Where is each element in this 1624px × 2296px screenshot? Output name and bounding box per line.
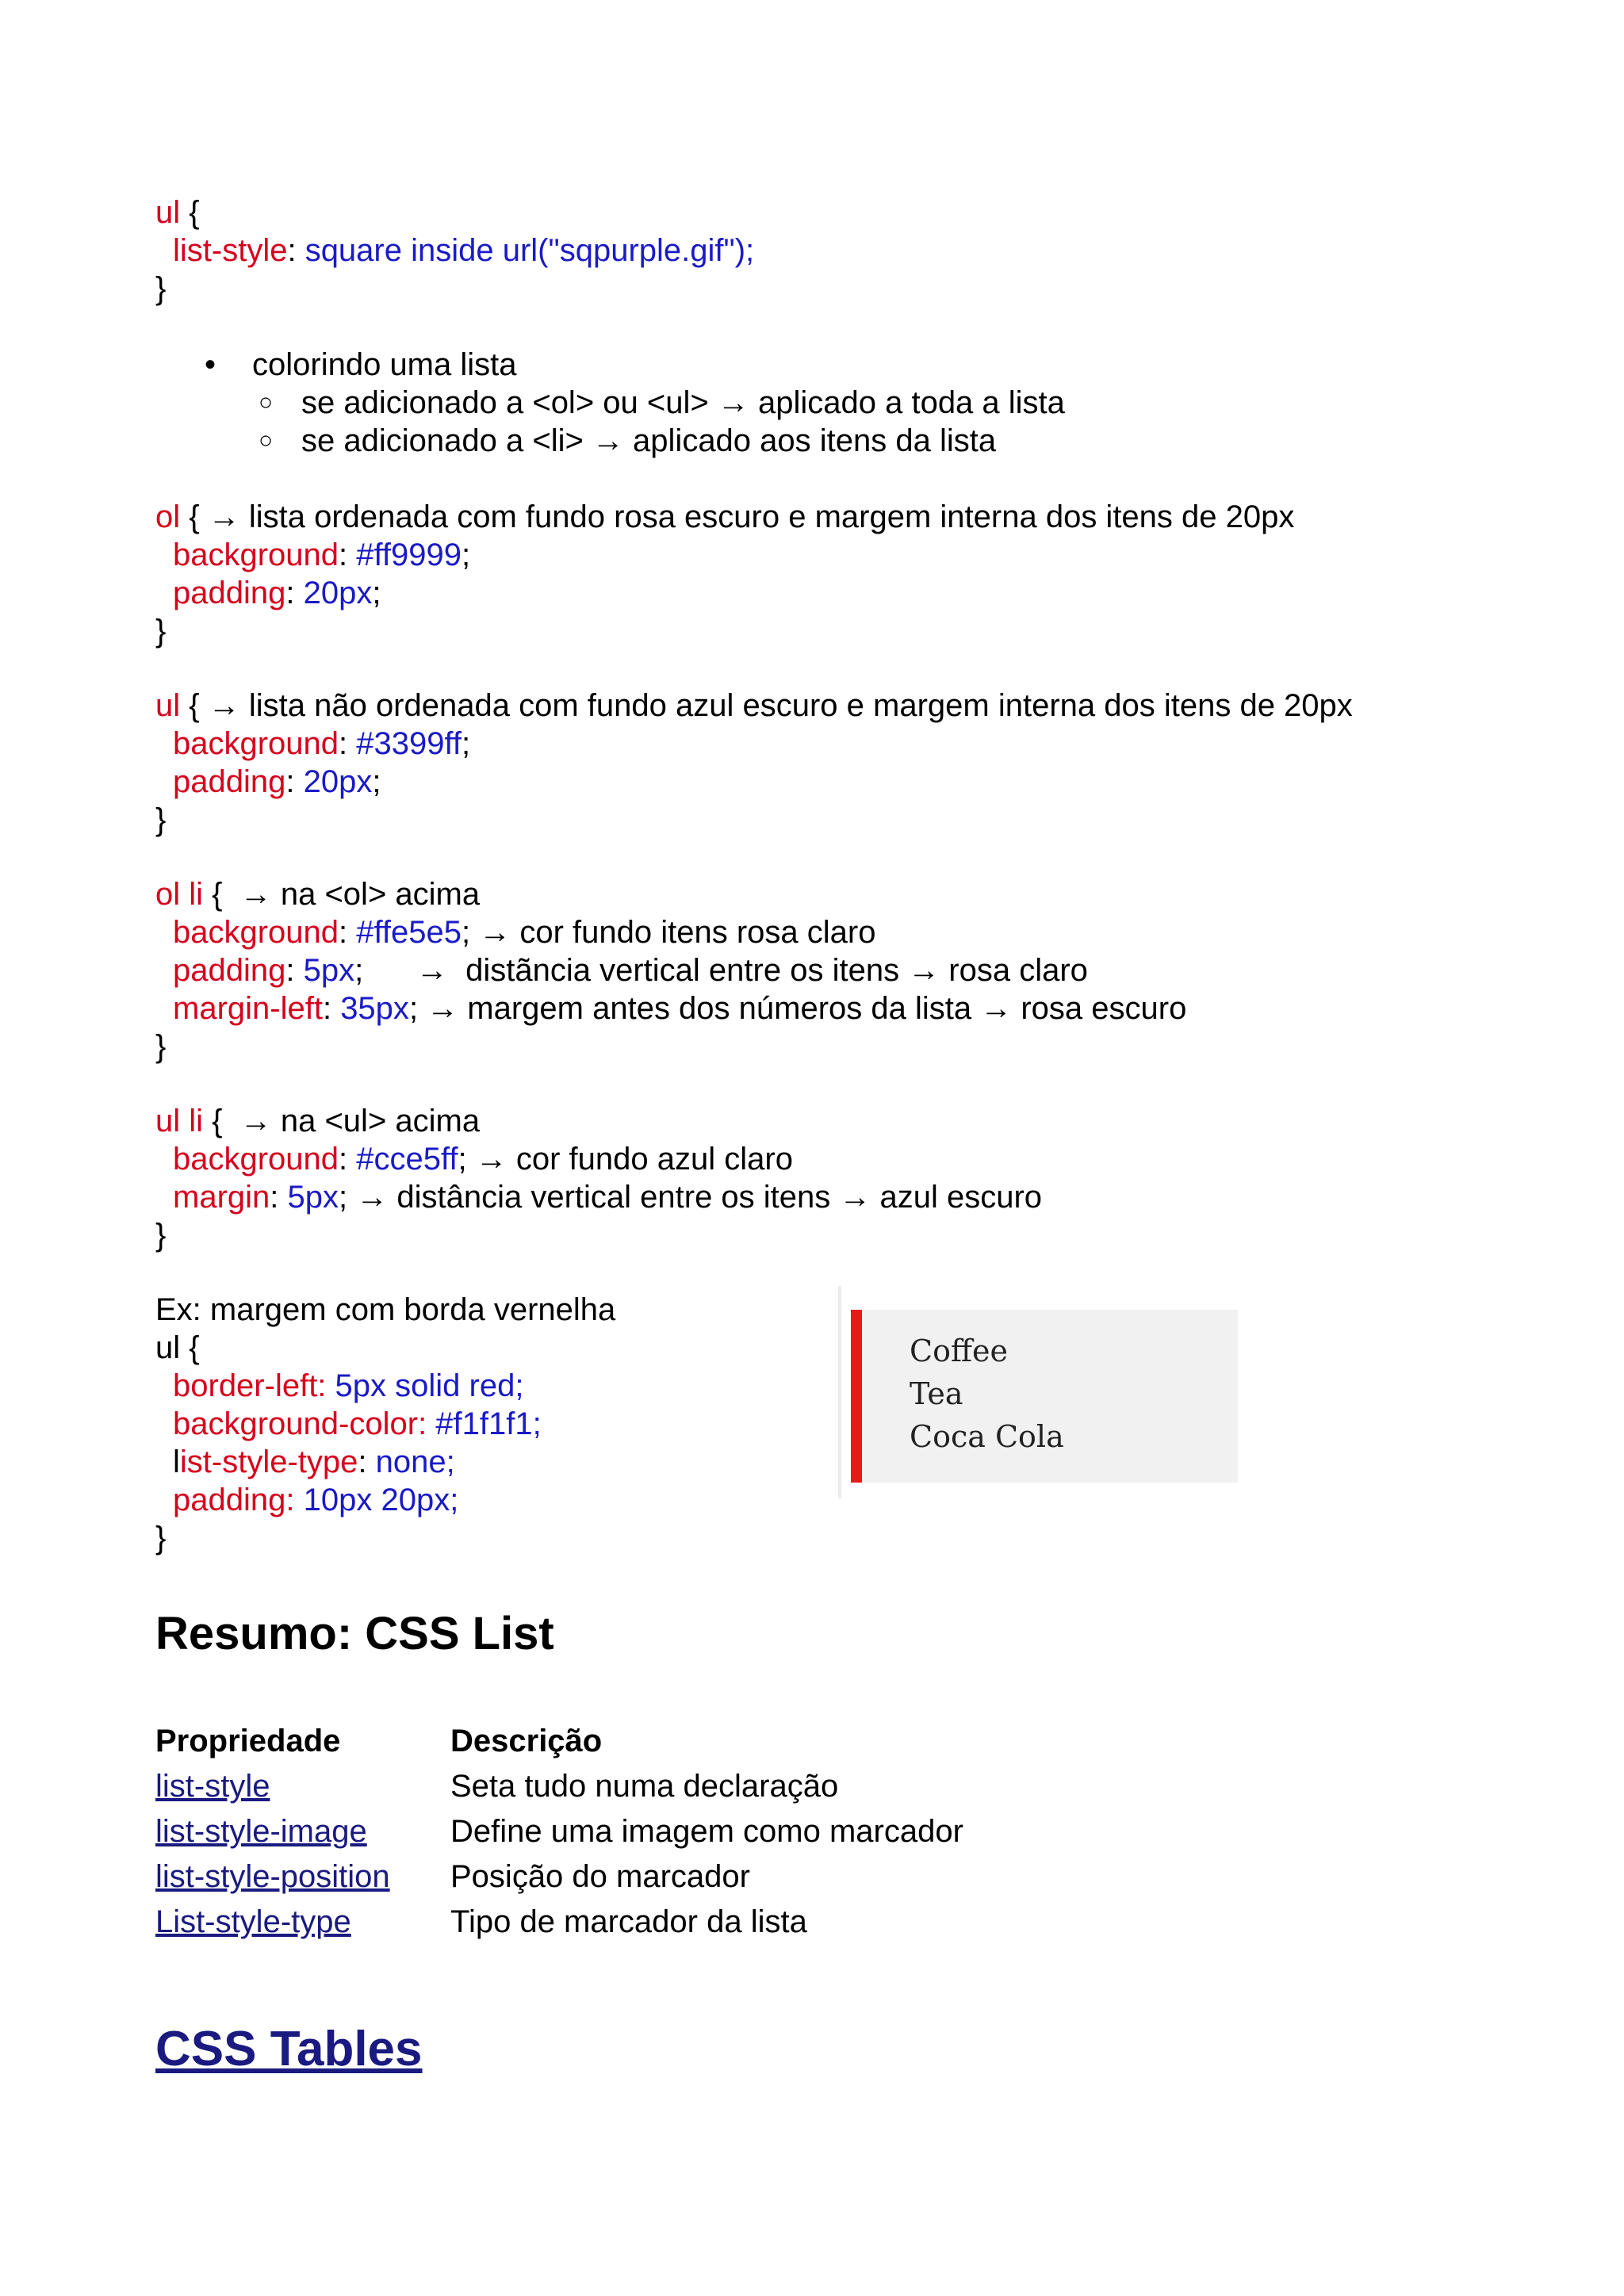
- comment: { → na <ol> acima: [203, 877, 481, 912]
- css-property-prefix: l: [173, 1445, 180, 1479]
- table-header-property: Propriedade: [155, 1724, 341, 1758]
- css-value: 5px: [287, 1180, 339, 1215]
- code-line: }: [155, 1029, 167, 1064]
- code-line: [155, 1102, 480, 1140]
- table-cell: Posição do marcador: [450, 1859, 750, 1894]
- css-property: border-left:: [173, 1368, 327, 1403]
- example-heading: Ex: margem com borda vernelha: [155, 1292, 616, 1327]
- bullet-icon: •: [205, 347, 216, 382]
- code-line: [155, 498, 1294, 536]
- comment: ; → cor fundo azul claro: [458, 1142, 793, 1177]
- css-property: list-style: [173, 233, 288, 268]
- list-item: colorindo uma lista: [252, 347, 517, 382]
- code-line: list-style: square inside url("sqpurple.gif");: [173, 233, 755, 268]
- property-link[interactable]: list-style-position: [155, 1859, 390, 1894]
- list-item: se adicionado a <ol> ou <ul> → aplicado a toda a lista: [301, 385, 1065, 420]
- circle-bullet-icon: ○: [259, 389, 274, 415]
- code-line: margin-left: 35px; → margem antes dos números da lista → rosa escuro: [173, 991, 1187, 1026]
- code-line: [155, 1481, 458, 1519]
- code-line: background: #3399ff;: [173, 726, 471, 761]
- code-line: ul {: [155, 1330, 200, 1365]
- css-property: margin-left: [173, 991, 323, 1026]
- css-value: 5px: [303, 953, 355, 988]
- css-value: #3399ff: [356, 726, 462, 761]
- code-line: background: #ffe5e5; → cor fundo itens rosa claro: [173, 915, 876, 950]
- code-line: padding: 20px;: [173, 576, 381, 610]
- css-value: #f1f1f1;: [427, 1406, 542, 1441]
- css-selector: ul: [155, 688, 181, 723]
- css-value: none;: [366, 1445, 455, 1479]
- css-value: 20px: [303, 576, 373, 610]
- code-line: padding: 5px; → distãncia vertical entre os itens → rosa claro: [173, 953, 1088, 988]
- code-line: }: [155, 1521, 167, 1556]
- section-title: Resumo: CSS List: [155, 1608, 554, 1659]
- demo-list-item: Tea: [910, 1376, 963, 1411]
- property-link[interactable]: list-style-image: [155, 1814, 367, 1849]
- table-cell: Define uma imagem como marcador: [450, 1814, 963, 1849]
- brace: {: [180, 195, 200, 230]
- code-line: background: #ff9999;: [173, 538, 471, 572]
- code-line: [155, 687, 1353, 725]
- css-value: 10px 20px;: [294, 1483, 459, 1517]
- css-property: padding: [173, 953, 286, 988]
- table-cell: Seta tudo numa declaração: [450, 1769, 839, 1804]
- comment: { → lista não ordenada com fundo azul escuro e margem interna dos itens de 20px: [180, 688, 1353, 723]
- comment: ; → distância vertical entre os itens → azul escuro: [339, 1180, 1043, 1215]
- comment: ; → distãncia vertical entre os itens → rosa claro: [354, 953, 1088, 988]
- code-line: }: [155, 614, 167, 649]
- css-selector: ul li: [155, 1104, 204, 1138]
- css-property: margin: [173, 1180, 270, 1215]
- demo-divider: [838, 1286, 841, 1498]
- code-line: [155, 875, 480, 913]
- code-line: }: [155, 802, 167, 837]
- css-value: #ffe5e5: [356, 915, 462, 950]
- comment: ; → margem antes dos números da lista → rosa escuro: [408, 991, 1187, 1026]
- css-value: 35px: [340, 991, 409, 1026]
- property-link[interactable]: List-style-type: [155, 1904, 351, 1939]
- css-property: padding:: [173, 1483, 295, 1517]
- css-property: background: [173, 538, 339, 572]
- code-line: [155, 193, 200, 232]
- table-cell: Tipo de marcador da lista: [450, 1904, 807, 1939]
- demo-list-item: Coca Cola: [910, 1419, 1064, 1454]
- comment: { → na <ul> acima: [203, 1104, 481, 1138]
- css-selector: ol: [155, 499, 181, 534]
- table-header-description: Descrição: [450, 1724, 603, 1758]
- css-value: #cce5ff: [356, 1142, 458, 1177]
- css-property: ist-style-type: [179, 1445, 358, 1479]
- css-value: #ff9999: [356, 538, 462, 572]
- css-selector: ul: [155, 195, 181, 230]
- code-line: }: [155, 1218, 167, 1253]
- css-property: padding: [173, 576, 286, 610]
- code-line: margin: 5px; → distância vertical entre os itens → azul escuro: [173, 1180, 1043, 1215]
- css-selector: ol li: [155, 877, 204, 912]
- css-value: square inside url("sqpurple.gif");: [304, 233, 755, 268]
- code-line: background: #cce5ff; → cor fundo azul claro: [173, 1142, 793, 1177]
- css-property: background-color:: [173, 1406, 427, 1441]
- css-property: background: [173, 1142, 339, 1177]
- property-link[interactable]: list-style: [155, 1769, 270, 1804]
- list-item: se adicionado a <li> → aplicado aos itens da lista: [301, 423, 997, 458]
- css-property: background: [173, 726, 339, 761]
- css-tables-link[interactable]: CSS Tables: [155, 2022, 423, 2076]
- circle-bullet-icon: ○: [259, 427, 274, 453]
- code-line: }: [155, 271, 167, 306]
- code-line: padding: 20px;: [173, 764, 381, 799]
- comment: { → lista ordenada com fundo rosa escuro e margem interna dos itens de 20px: [180, 499, 1295, 534]
- css-value: 5px solid red;: [326, 1368, 524, 1403]
- code-line: [155, 1405, 542, 1443]
- demo-list-item: Coffee: [910, 1334, 1008, 1368]
- css-property: padding: [173, 764, 286, 799]
- code-line: list-style-type: none;: [173, 1445, 455, 1479]
- demo-list-preview: [851, 1310, 1238, 1483]
- comment: ; → cor fundo itens rosa claro: [462, 915, 876, 950]
- css-property: background: [173, 915, 339, 950]
- code-line: [155, 1367, 523, 1405]
- css-value: 20px: [303, 764, 373, 799]
